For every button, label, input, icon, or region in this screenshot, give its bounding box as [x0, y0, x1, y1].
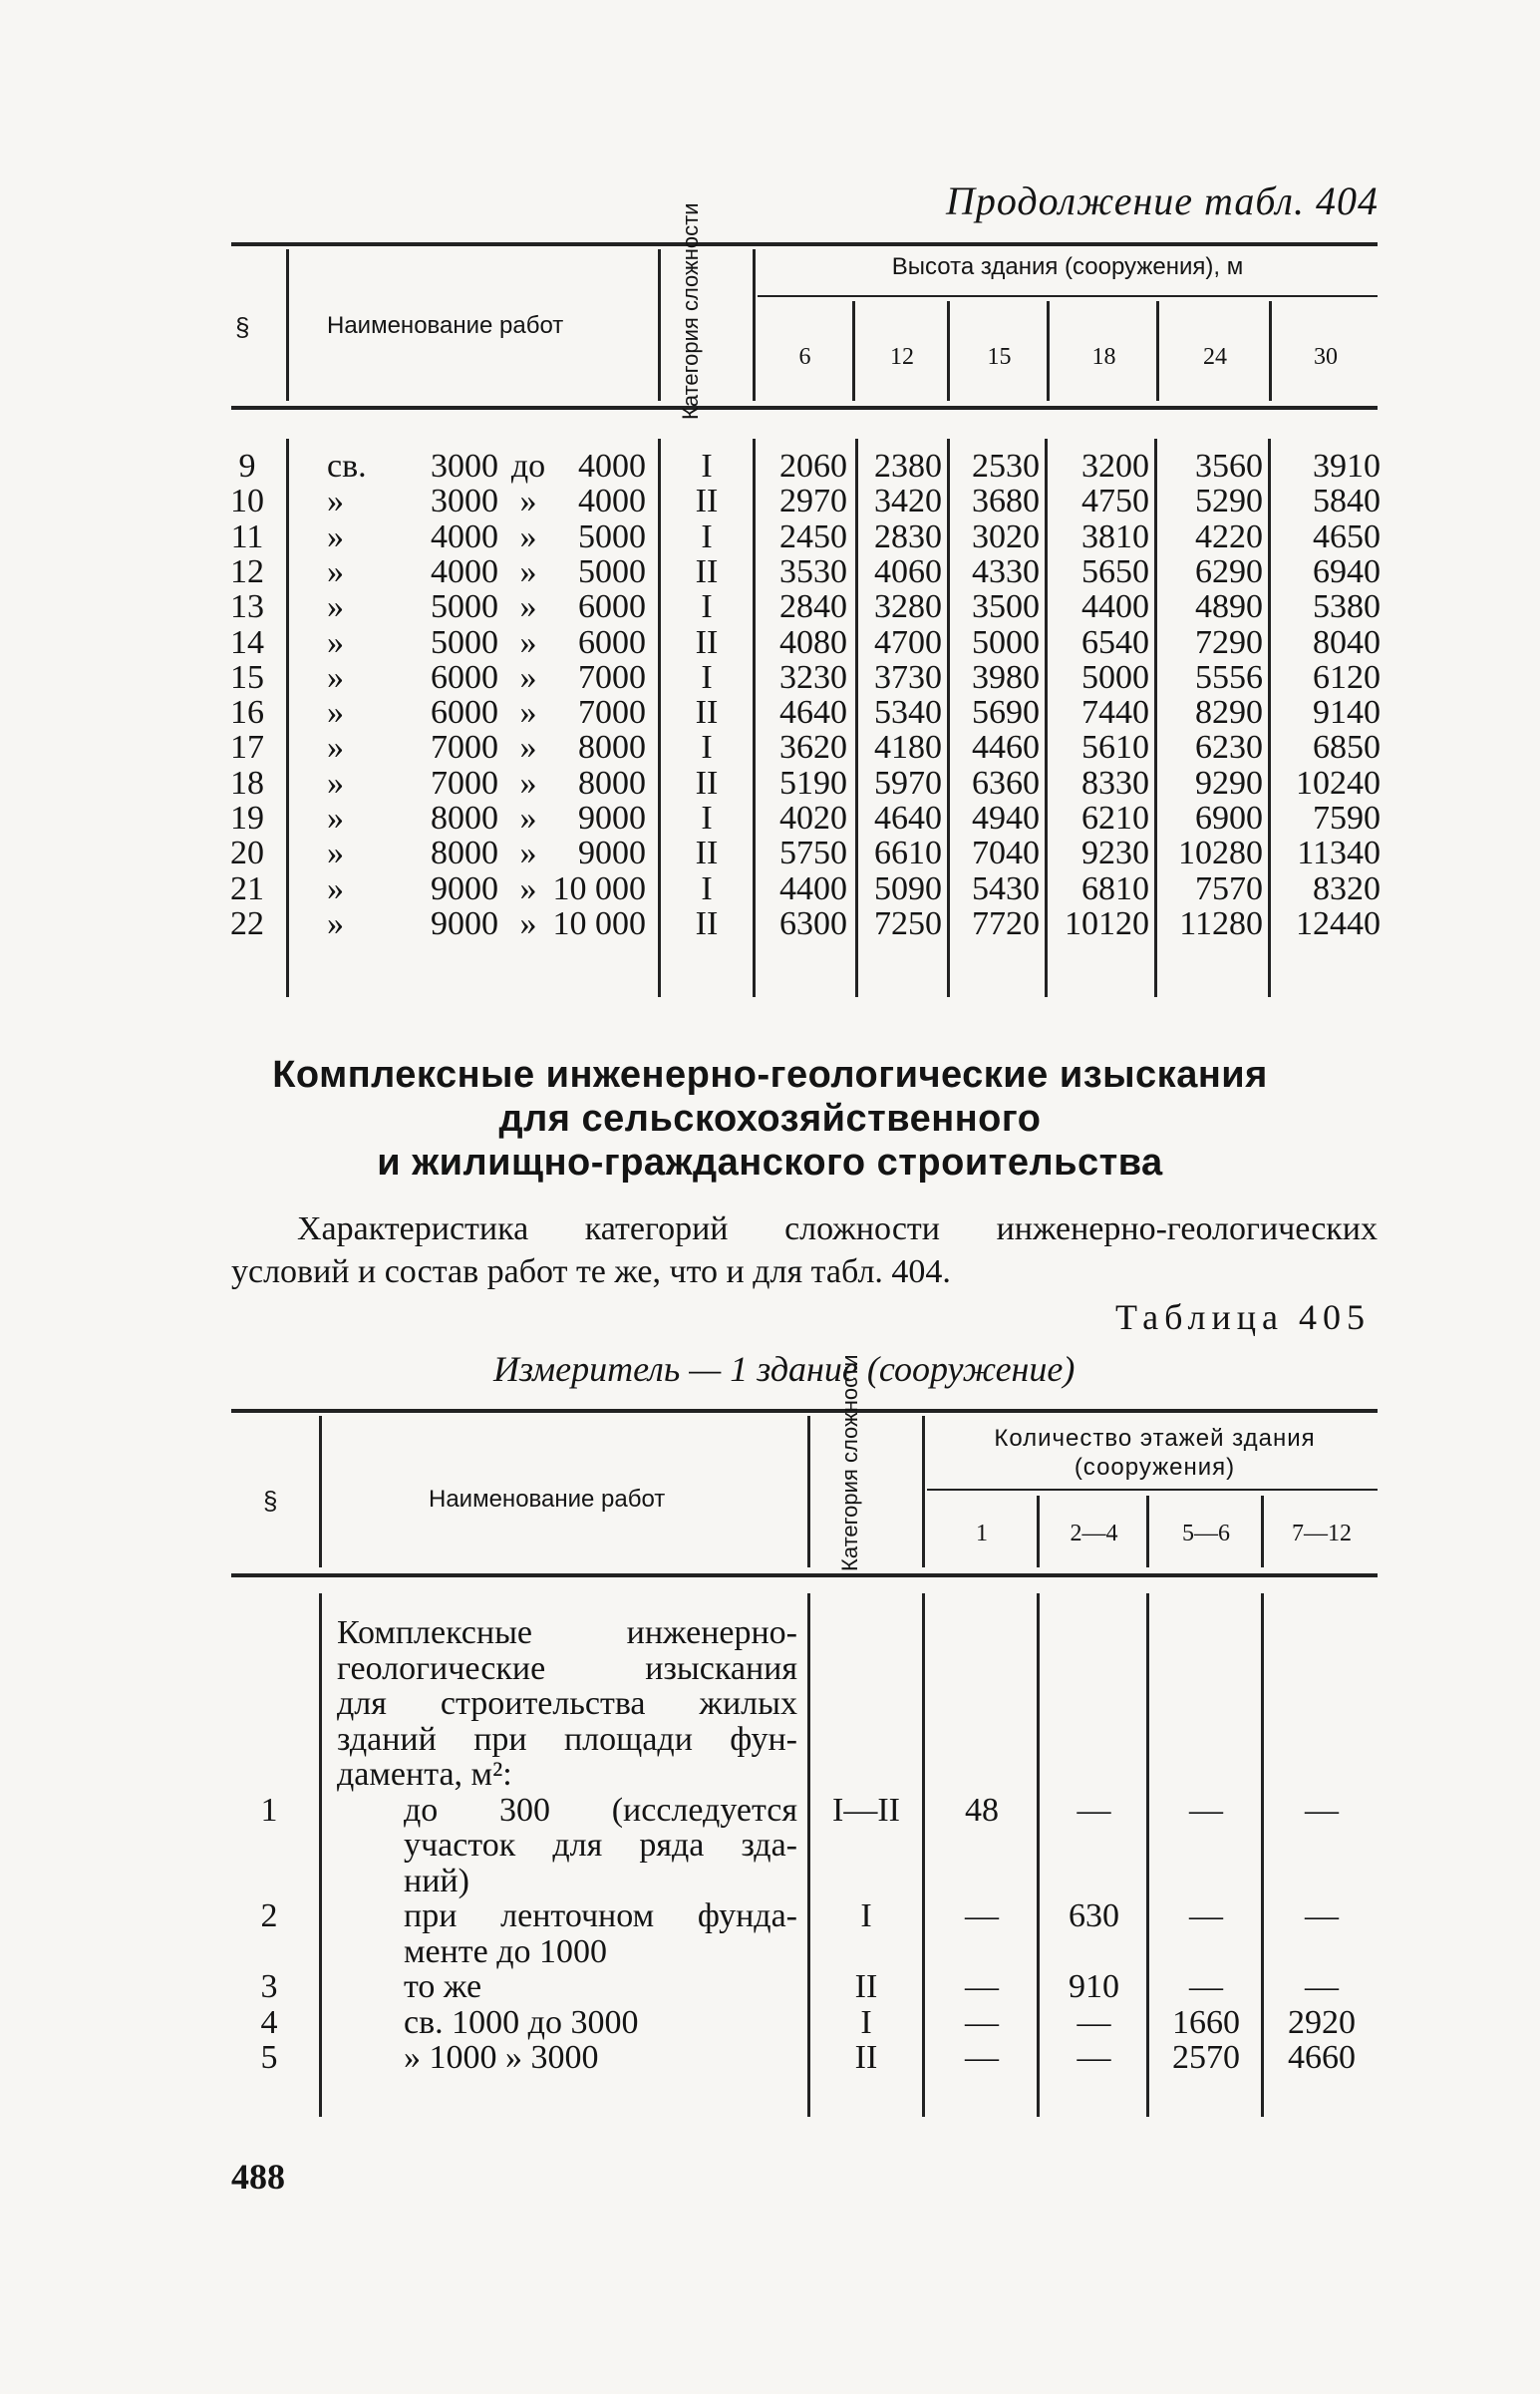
value-cell: 630: [1069, 1897, 1119, 1934]
value-cell: 4660: [1288, 2039, 1356, 2076]
range-sep: »: [519, 588, 537, 626]
range-from: 9000: [431, 869, 498, 907]
category-cell: I: [701, 800, 713, 837]
height-header: 24: [1203, 344, 1227, 370]
value-cell: 4650: [1313, 517, 1381, 555]
table-405-label: Таблица 405: [1115, 1297, 1371, 1337]
row-number: 22: [230, 904, 264, 942]
body-divider: [1261, 1593, 1264, 2117]
value-cell: —: [965, 2039, 999, 2076]
value-cell: —: [965, 1897, 999, 1934]
value-cell: 1660: [1172, 2003, 1240, 2041]
measure-text: Измеритель — 1 здание (сооружение): [493, 1349, 1076, 1389]
floors-header: 2—4: [1070, 1521, 1118, 1546]
range-from: 5000: [431, 623, 498, 661]
value-cell: 4180: [874, 729, 942, 767]
value-cell: —: [1077, 1791, 1111, 1829]
value-cell: 5430: [972, 869, 1040, 907]
range-prefix: »: [327, 729, 344, 767]
floors-group-rule: [927, 1489, 1378, 1491]
row-number: 9: [238, 448, 256, 485]
value-cell: 3020: [972, 517, 1040, 555]
value-cell: 6210: [1081, 800, 1149, 837]
work-line: при ленточном фунда-: [404, 1897, 797, 1934]
page-number: 488: [231, 2157, 285, 2197]
body-divider: [1037, 1593, 1040, 2117]
value-cell: 9230: [1081, 835, 1149, 872]
category-cell: II: [695, 835, 719, 872]
range-to: 6000: [578, 588, 646, 626]
value-cell: 6940: [1313, 552, 1381, 590]
value-cell: 2530: [972, 448, 1040, 485]
range-from: 6000: [431, 694, 498, 732]
value-cell: —: [1189, 1968, 1223, 2005]
range-prefix: св.: [327, 448, 367, 485]
intro-line-1: Характеристика категорий сложности инженерно-геологических: [297, 1210, 1378, 1247]
range-to: 5000: [578, 552, 646, 590]
header-divider: [658, 249, 661, 401]
value-cell: 3620: [779, 729, 847, 767]
value-cell: 4640: [779, 694, 847, 732]
header-divider: [319, 1416, 322, 1567]
value-cell: 4940: [972, 800, 1040, 837]
value-cell: 7250: [874, 904, 942, 942]
range-prefix: »: [327, 483, 344, 520]
range-to: 7000: [578, 658, 646, 696]
work-intro-line: Комплексные инженерно-: [337, 1614, 797, 1651]
range-prefix: »: [327, 552, 344, 590]
category-cell: I: [701, 729, 713, 767]
value-cell: —: [1189, 1897, 1223, 1934]
header-divider: [922, 1416, 925, 1567]
floors-header: 1: [976, 1521, 988, 1546]
row-number: 10: [230, 483, 264, 520]
work-intro-line: для строительства жилых: [337, 1685, 797, 1722]
work-line: участок для ряда зда-: [404, 1827, 797, 1864]
header-divider: [947, 301, 950, 401]
value-cell: 6810: [1081, 869, 1149, 907]
range-to: 9000: [578, 835, 646, 872]
header-divider: [807, 1416, 810, 1567]
category-cell: II: [695, 483, 719, 520]
row-number: 13: [230, 588, 264, 626]
table-top-rule: [231, 242, 1378, 246]
range-to: 4000: [578, 448, 646, 485]
header-bottom-rule: [231, 1573, 1378, 1577]
category-cell: II: [854, 1968, 878, 2005]
row-number: 4: [260, 2003, 278, 2041]
category-cell: I: [701, 517, 713, 555]
value-cell: 5380: [1313, 588, 1381, 626]
category-cell: I: [701, 658, 713, 696]
value-cell: 5090: [874, 869, 942, 907]
value-cell: 7720: [972, 904, 1040, 942]
range-sep: »: [519, 658, 537, 696]
value-cell: 2450: [779, 517, 847, 555]
header-divider: [1156, 301, 1159, 401]
range-prefix: »: [327, 835, 344, 872]
floors-header: 7—12: [1292, 1521, 1352, 1546]
range-prefix: »: [327, 764, 344, 802]
range-prefix: »: [327, 904, 344, 942]
value-cell: 2060: [779, 448, 847, 485]
value-cell: 3810: [1081, 517, 1149, 555]
row-number: 3: [260, 1968, 278, 2005]
range-from: 8000: [431, 835, 498, 872]
row-number: 1: [260, 1791, 278, 1829]
category-cell: I: [860, 2003, 872, 2041]
category-cell: I: [701, 448, 713, 485]
table-top-rule: [231, 1409, 1378, 1413]
value-cell: 6300: [779, 904, 847, 942]
category-header: Категория сложности: [837, 1354, 862, 1571]
range-from: 4000: [431, 552, 498, 590]
section-header: §: [235, 312, 250, 342]
category-cell: II: [695, 764, 719, 802]
value-cell: 5840: [1313, 483, 1381, 520]
value-cell: —: [965, 1968, 999, 2005]
value-cell: 5556: [1195, 658, 1263, 696]
value-cell: 6120: [1313, 658, 1381, 696]
value-cell: 4890: [1195, 588, 1263, 626]
value-cell: 48: [965, 1791, 999, 1829]
value-cell: 2840: [779, 588, 847, 626]
value-cell: 4750: [1081, 483, 1149, 520]
row-number: 2: [260, 1897, 278, 1934]
value-cell: 2970: [779, 483, 847, 520]
value-cell: 8290: [1195, 694, 1263, 732]
value-cell: 10120: [1065, 904, 1149, 942]
header-divider: [286, 249, 289, 401]
value-cell: 4080: [779, 623, 847, 661]
body-divider: [286, 439, 289, 997]
header-divider: [1146, 1496, 1149, 1567]
value-cell: 3530: [779, 552, 847, 590]
floors-group-header: Количество этажей здания (сооружения): [994, 1425, 1316, 1481]
work-line: менте до 1000: [404, 1932, 608, 1970]
value-cell: 4020: [779, 800, 847, 837]
value-cell: —: [1189, 1791, 1223, 1829]
value-cell: 3200: [1081, 448, 1149, 485]
value-cell: 5290: [1195, 483, 1263, 520]
value-cell: 6290: [1195, 552, 1263, 590]
value-cell: 3500: [972, 588, 1040, 626]
value-cell: 7590: [1313, 800, 1381, 837]
value-cell: —: [965, 2003, 999, 2041]
row-number: 15: [230, 658, 264, 696]
range-sep: »: [519, 904, 537, 942]
value-cell: 2920: [1288, 2003, 1356, 2041]
value-cell: 4330: [972, 552, 1040, 590]
row-number: 18: [230, 764, 264, 802]
range-from: 3000: [431, 448, 498, 485]
section-title-line-2: для сельскохозяйственного: [498, 1098, 1042, 1140]
value-cell: 7440: [1081, 694, 1149, 732]
value-cell: 5190: [779, 764, 847, 802]
range-prefix: »: [327, 694, 344, 732]
range-from: 5000: [431, 588, 498, 626]
range-sep: »: [519, 623, 537, 661]
range-to: 10 000: [552, 904, 646, 942]
range-from: 4000: [431, 517, 498, 555]
value-cell: 3230: [779, 658, 847, 696]
body-divider: [922, 1593, 925, 2117]
value-cell: 2570: [1172, 2039, 1240, 2076]
value-cell: —: [1305, 1791, 1339, 1829]
range-from: 8000: [431, 800, 498, 837]
work-line: то же: [404, 1968, 482, 2005]
value-cell: 6540: [1081, 623, 1149, 661]
height-header: 12: [890, 344, 914, 370]
value-cell: 2380: [874, 448, 942, 485]
value-cell: 4400: [779, 869, 847, 907]
row-number: 21: [230, 869, 264, 907]
category-cell: II: [695, 694, 719, 732]
value-cell: 5690: [972, 694, 1040, 732]
value-cell: 11280: [1179, 904, 1263, 942]
range-from: 7000: [431, 764, 498, 802]
header-divider: [753, 249, 756, 401]
height-header: 15: [987, 344, 1012, 370]
range-sep: »: [519, 764, 537, 802]
header-divider: [1037, 1496, 1040, 1567]
body-divider: [658, 439, 661, 997]
range-prefix: »: [327, 517, 344, 555]
value-cell: 12440: [1296, 904, 1381, 942]
range-sep: »: [519, 517, 537, 555]
work-intro-line: геологические изыскания: [337, 1649, 797, 1687]
range-sep: »: [519, 552, 537, 590]
value-cell: 5750: [779, 835, 847, 872]
value-cell: 6900: [1195, 800, 1263, 837]
work-line: » 1000 » 3000: [404, 2039, 599, 2076]
range-prefix: »: [327, 869, 344, 907]
value-cell: 4400: [1081, 588, 1149, 626]
height-group-header: Высота здания (сооружения), м: [891, 253, 1244, 280]
range-from: 7000: [431, 729, 498, 767]
header-divider: [1261, 1496, 1264, 1567]
range-to: 10 000: [552, 869, 646, 907]
range-to: 8000: [578, 729, 646, 767]
range-sep: »: [519, 835, 537, 872]
header-bottom-rule: [231, 406, 1378, 410]
value-cell: 5970: [874, 764, 942, 802]
section-header: §: [263, 1486, 278, 1516]
value-cell: 10240: [1296, 764, 1381, 802]
value-cell: —: [1077, 2039, 1111, 2076]
work-line: св. 1000 до 3000: [404, 2003, 639, 2041]
value-cell: 7570: [1195, 869, 1263, 907]
value-cell: 4460: [972, 729, 1040, 767]
row-number: 12: [230, 552, 264, 590]
height-header: 30: [1314, 344, 1338, 370]
value-cell: 8320: [1313, 869, 1381, 907]
section-title-line-1: Комплексные инженерно-геологические изыскания: [272, 1054, 1268, 1096]
height-group-rule: [758, 295, 1378, 297]
value-cell: 5340: [874, 694, 942, 732]
range-prefix: »: [327, 588, 344, 626]
value-cell: 3420: [874, 483, 942, 520]
category-cell: I: [701, 869, 713, 907]
range-to: 6000: [578, 623, 646, 661]
row-number: 11: [230, 517, 264, 555]
value-cell: 3980: [972, 658, 1040, 696]
range-to: 7000: [578, 694, 646, 732]
range-to: 5000: [578, 517, 646, 555]
value-cell: 5610: [1081, 729, 1149, 767]
work-name-header: Наименование работ: [327, 312, 564, 339]
value-cell: 4220: [1195, 517, 1263, 555]
value-cell: 5000: [1081, 658, 1149, 696]
range-sep: »: [519, 483, 537, 520]
value-cell: 10280: [1178, 835, 1263, 872]
value-cell: —: [1305, 1897, 1339, 1934]
category-header: Категория сложности: [678, 202, 703, 420]
range-to: 8000: [578, 764, 646, 802]
continuation-caption: Продолжение табл. 404: [945, 178, 1379, 223]
floors-header: 5—6: [1182, 1521, 1230, 1546]
work-intro-line: зданий при площади фун-: [337, 1720, 797, 1758]
range-to: 4000: [578, 483, 646, 520]
value-cell: 910: [1069, 1968, 1119, 2005]
range-sep: »: [519, 729, 537, 767]
category-cell: I: [860, 1897, 872, 1934]
value-cell: 11340: [1297, 835, 1381, 872]
range-sep: »: [519, 869, 537, 907]
category-cell: II: [854, 2039, 878, 2076]
value-cell: 5000: [972, 623, 1040, 661]
value-cell: 3910: [1313, 448, 1381, 485]
intro-line-2: условий и состав работ те же, что и для табл. 404.: [231, 1253, 951, 1290]
header-divider: [852, 301, 855, 401]
value-cell: 3280: [874, 588, 942, 626]
value-cell: 3680: [972, 483, 1040, 520]
body-divider: [1146, 1593, 1149, 2117]
value-cell: 6360: [972, 764, 1040, 802]
value-cell: 4060: [874, 552, 942, 590]
value-cell: 8330: [1081, 764, 1149, 802]
row-number: 19: [230, 800, 264, 837]
row-number: 5: [260, 2039, 278, 2076]
range-sep: до: [510, 448, 546, 485]
value-cell: 7290: [1195, 623, 1263, 661]
height-header: 6: [798, 344, 811, 370]
category-cell: II: [695, 904, 719, 942]
value-cell: 4700: [874, 623, 942, 661]
value-cell: 8040: [1313, 623, 1381, 661]
value-cell: 6850: [1313, 729, 1381, 767]
row-number: 14: [230, 623, 264, 661]
section-title-line-3: и жилищно-гражданского строительства: [377, 1142, 1163, 1184]
range-prefix: »: [327, 623, 344, 661]
value-cell: —: [1305, 1968, 1339, 2005]
value-cell: 3730: [874, 658, 942, 696]
category-cell: I: [701, 588, 713, 626]
header-divider: [1047, 301, 1050, 401]
work-line: до 300 (исследуется: [404, 1791, 797, 1829]
header-divider: [1269, 301, 1272, 401]
row-number: 17: [230, 729, 264, 767]
work-line: ний): [404, 1862, 469, 1899]
row-number: 16: [230, 694, 264, 732]
body-divider: [807, 1593, 810, 2117]
body-divider: [319, 1593, 322, 2117]
range-prefix: »: [327, 800, 344, 837]
value-cell: 4640: [874, 800, 942, 837]
value-cell: 6610: [874, 835, 942, 872]
value-cell: 6230: [1195, 729, 1263, 767]
range-from: 9000: [431, 904, 498, 942]
range-to: 9000: [578, 800, 646, 837]
value-cell: 7040: [972, 835, 1040, 872]
value-cell: 9290: [1195, 764, 1263, 802]
value-cell: 3560: [1195, 448, 1263, 485]
work-name-header: Наименование работ: [429, 1486, 666, 1513]
value-cell: —: [1077, 2003, 1111, 2041]
range-from: 3000: [431, 483, 498, 520]
value-cell: 2830: [874, 517, 942, 555]
height-header: 18: [1091, 344, 1116, 370]
category-cell: I—II: [832, 1791, 900, 1829]
value-cell: 5650: [1081, 552, 1149, 590]
category-cell: II: [695, 623, 719, 661]
row-number: 20: [230, 835, 264, 872]
category-cell: II: [695, 552, 719, 590]
value-cell: 9140: [1313, 694, 1381, 732]
range-prefix: »: [327, 658, 344, 696]
work-intro-line: дамента, м²:: [337, 1756, 512, 1793]
range-from: 6000: [431, 658, 498, 696]
range-sep: »: [519, 694, 537, 732]
range-sep: »: [519, 800, 537, 837]
